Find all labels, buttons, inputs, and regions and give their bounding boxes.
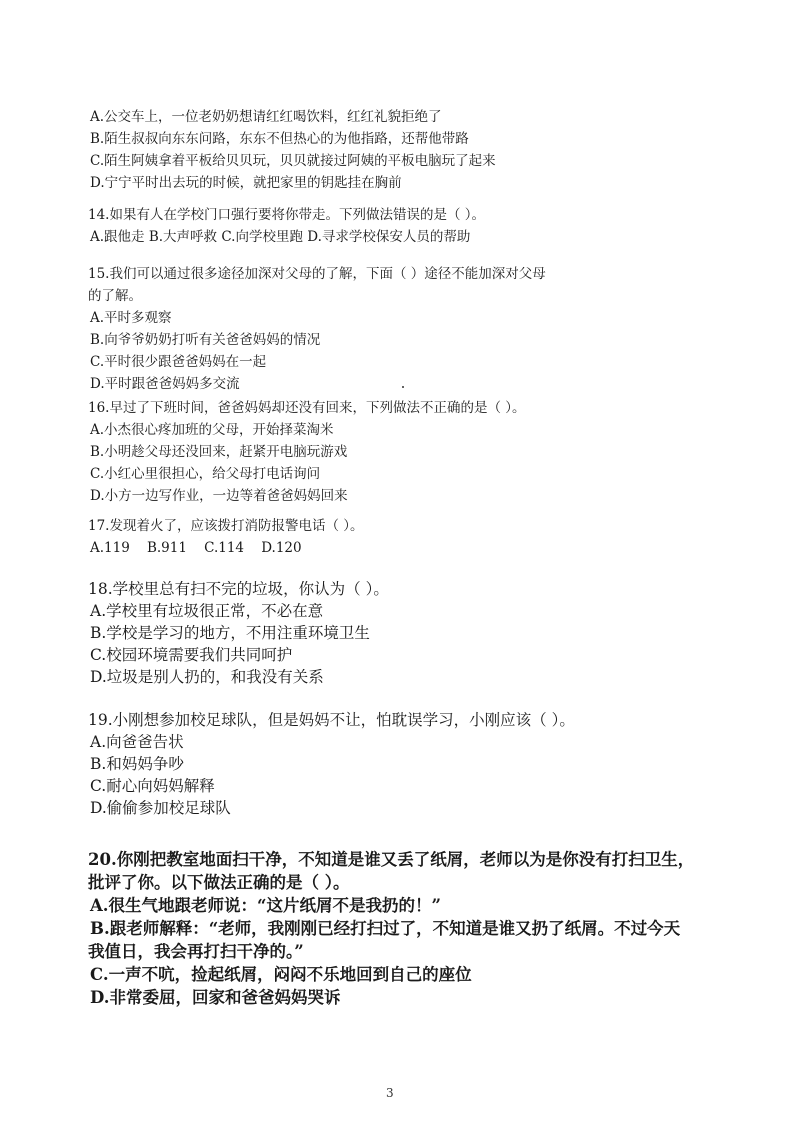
question-19 [88, 709, 728, 819]
question-18 [88, 578, 728, 688]
q19-option-c: C.耐心向妈妈解释 [90, 777, 215, 795]
question-13 [88, 106, 728, 194]
q20-option-c: C.一声不吭，捡起纸屑，闷闷不乐地回到自己的座位 [90, 965, 472, 984]
q15-title-line-2: 的了解。 [88, 288, 142, 304]
question-16 [88, 397, 728, 507]
q15-option-c: C.平时很少跟爸爸妈妈在一起 [90, 354, 267, 370]
q19-title: 19.小刚想参加校足球队，但是妈妈不让，怕耽误学习，小刚应该（ ）。 [88, 711, 575, 729]
q13-option-a: A.公交车上，一位老奶奶想请红红喝饮料，红红礼貌拒绝了 [90, 109, 442, 125]
q14-title: 14.如果有人在学校门口强行要将你带走。下列做法错误的是（ ）。 [88, 207, 486, 223]
question-20 [88, 848, 738, 1009]
q13-option-c: C.陌生阿姨拿着平板给贝贝玩，贝贝就接过阿姨的平板电脑玩了起来 [90, 153, 496, 169]
q17-title: 17.发现着火了，应该拨打消防报警电话（ ）。 [88, 518, 364, 534]
q20-option-a: A.很生气地跟老师说：“这片纸屑不是我扔的！” [90, 896, 442, 915]
q13-option-b: B.陌生叔叔向东东问路，东东不但热心的为他指路，还帮他带路 [90, 131, 469, 147]
question-17 [88, 515, 728, 559]
q16-title: 16.早过了下班时间，爸爸妈妈却还没有回来，下列做法不正确的是（ ）。 [88, 400, 526, 416]
q14-options: A.跟他走 B.大声呼救 C.向学校里跑 D.寻求学校保安人员的帮助 [90, 229, 471, 245]
question-14 [88, 204, 728, 248]
q17-options: A.119 B.911 C.114 D.120 [90, 540, 302, 556]
q15-option-a: A.平时多观察 [90, 310, 172, 326]
stray-dot [402, 386, 404, 388]
q18-option-d: D.垃圾是别人扔的，和我没有关系 [90, 668, 324, 686]
q18-option-c: C.校园环境需要我们共同呵护 [90, 646, 293, 664]
q16-option-d: D.小方一边写作业，一边等着爸爸妈妈回来 [90, 488, 348, 504]
q19-option-d: D.偷偷参加校足球队 [90, 799, 231, 817]
q19-option-a: A.向爸爸告状 [90, 733, 184, 751]
q19-option-b: B.和妈妈争吵 [90, 755, 184, 773]
q20-option-b-line-1: B.跟老师解释：“老师，我刚刚已经打扫过了，不知道是谁又扔了纸屑。不过今天 [90, 919, 681, 938]
q13-option-d: D.宁宁平时出去玩的时候，就把家里的钥匙挂在胸前 [90, 175, 402, 191]
question-15 [88, 263, 728, 395]
page-number: 3 [386, 1086, 394, 1100]
q16-option-c: C.小红心里很担心，给父母打电话询问 [90, 466, 321, 482]
q20-title-line-1: 20.你刚把教室地面扫干净，不知道是谁又丢了纸屑，老师以为是你没有打扫卫生， [88, 850, 695, 869]
q15-option-d: D.平时跟爸爸妈妈多交流 [90, 376, 240, 392]
q18-option-b: B.学校是学习的地方，不用注重环境卫生 [90, 624, 370, 642]
q16-option-b: B.小明趁父母还没回来，赶紧开电脑玩游戏 [90, 444, 348, 460]
q20-option-b-line-2: 我值日，我会再打扫干净的。” [88, 942, 304, 961]
q18-option-a: A.学校里有垃圾很正常，不必在意 [90, 602, 324, 620]
q20-option-d: D.非常委屈，回家和爸爸妈妈哭诉 [90, 988, 341, 1007]
q18-title: 18.学校里总有扫不完的垃圾，你认为（ ）。 [88, 580, 389, 598]
q15-option-b: B.向爷爷奶奶打听有关爸爸妈妈的情况 [90, 332, 321, 348]
q20-title-line-2: 批评了你。以下做法正确的是（ ）。 [88, 873, 350, 892]
q15-title-line-1: 15.我们可以通过很多途径加深对父母的了解，下面（ ）途径不能加深对父母 [88, 266, 546, 282]
q16-option-a: A.小杰很心疼加班的父母，开始择菜淘米 [90, 422, 334, 438]
